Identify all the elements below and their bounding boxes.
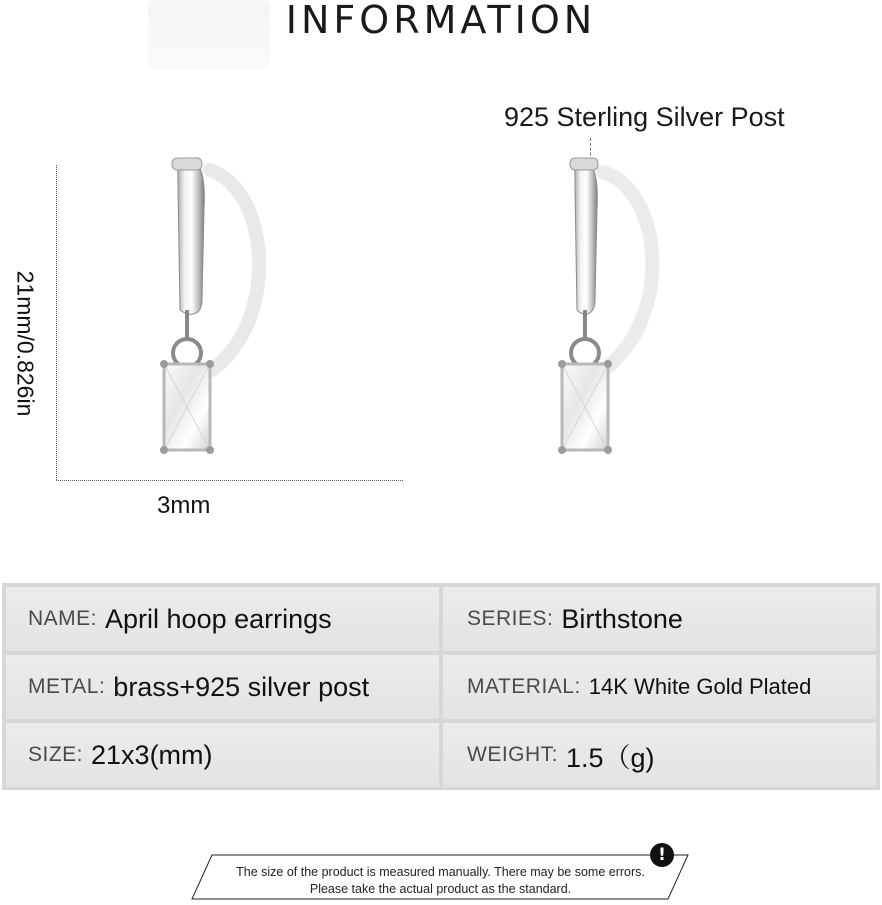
height-dimension-line <box>56 165 57 480</box>
earring-front-image <box>150 150 280 470</box>
warning-icon: ! <box>650 843 674 867</box>
spec-metal-key: METAL: <box>28 675 106 698</box>
notice-line-2: Please take the actual product as the standard. <box>309 882 572 896</box>
notice-text <box>208 864 673 898</box>
spec-weight-value: 1.5（g) <box>566 742 655 773</box>
spec-series-value: Birthstone <box>561 603 683 634</box>
earring-side-image <box>545 150 675 470</box>
spec-material-cell <box>443 655 876 719</box>
spec-metal-value: brass+925 silver post <box>113 671 370 702</box>
spec-material-key: MATERIAL: <box>467 675 581 698</box>
notice-line-1: The size of the product is measured manually. There may be some errors. <box>236 865 645 879</box>
spec-weight-cell <box>443 723 876 787</box>
spec-series-key: SERIES: <box>467 607 554 630</box>
spec-name-value: April hoop earrings <box>105 603 332 634</box>
spec-metal-cell <box>6 655 439 719</box>
page-title: INFORMATION <box>285 0 597 42</box>
spec-material-value: 14K White Gold Plated <box>588 674 812 699</box>
spec-name-key: NAME: <box>28 607 98 630</box>
spec-size-value: 21x3(mm) <box>91 739 213 770</box>
spec-size-cell <box>6 723 439 787</box>
spec-weight-key: WEIGHT: <box>467 743 558 766</box>
width-dimension-line <box>56 480 403 481</box>
spec-series-cell <box>443 587 876 651</box>
post-callout-label: 925 Sterling Silver Post <box>504 102 785 132</box>
spec-table <box>2 583 880 790</box>
spec-name-cell <box>6 587 439 651</box>
width-dimension-label: 3mm <box>157 492 211 519</box>
measurement-notice <box>190 845 690 902</box>
height-dimension-label: 21mm/0.826in <box>12 270 39 417</box>
spec-size-key: SIZE: <box>28 743 84 766</box>
